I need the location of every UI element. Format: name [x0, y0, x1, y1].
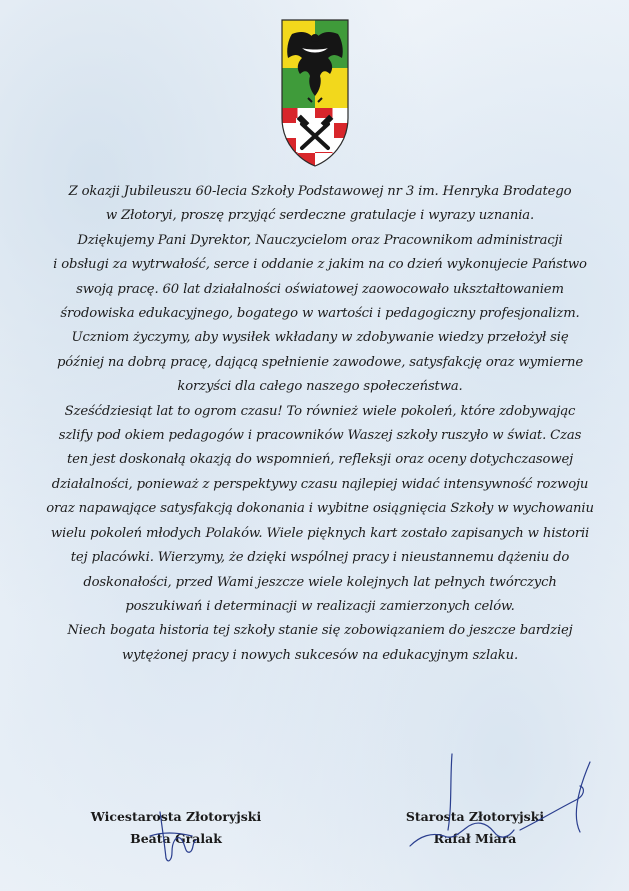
- letter-line: w Złotoryi, proszę przyjąć serdeczne gratulacje i wyrazy uznania.: [105, 208, 535, 224]
- letter-line: działalności, ponieważ z perspektywy czasu najlepiej widać intensywność rozwoju: [51, 476, 589, 492]
- letter-line: tej placówki. Wierzymy, że dzięki wspólnej pracy i nieustannemu dążeniu do: [70, 550, 570, 566]
- letter-line: ten jest doskonałą okazją do wspomnień, refleksji oraz oceny dotychczasowej: [66, 452, 574, 468]
- signature-block-vice-starost: [86, 806, 266, 850]
- letter-line: oraz napawające satysfakcją dokonania i wybitne osiągnięcia Szkoły w wychowaniu: [46, 501, 594, 517]
- right-signature-stroke: [576, 762, 590, 832]
- letter-line: Sześćdziesiąt lat to ogrom czasu! To również wiele pokoleń, które zdobywając: [64, 403, 576, 419]
- letter-line: korzyści dla całego naszego społeczeństwa.: [177, 379, 463, 395]
- crossed-hammers-icon: [296, 115, 334, 152]
- letter-line: Uczniom życzymy, aby wysiłek wkładany w zdobywanie wiedzy przełożył się: [71, 330, 569, 346]
- signature-name: Beata Gralak: [130, 831, 222, 846]
- signature-title: Starosta Złotoryjski: [405, 809, 545, 824]
- signature-block-starost: [390, 806, 560, 850]
- letter-line: środowiska edukacyjnego, bogatego w wartości i pedagogiczny profesjonalizm.: [60, 306, 580, 322]
- letter-line: później na dobrą pracę, dającą spełnienie zawodowe, satysfakcję oraz wymierne: [56, 354, 584, 370]
- letter-line: szlify pod okiem pedagogów i pracowników Waszej szkoły ruszyło w świat. Czas: [58, 428, 582, 444]
- letter-line: Z okazji Jubileuszu 60-lecia Szkoły Podstawowej nr 3 im. Henryka Brodatego: [68, 184, 572, 199]
- letter-line: i obsługi za wytrwałość, serce i oddanie z jakim na co dzień wykonujecie Państwo: [53, 257, 587, 273]
- letter-line: doskonałości, przed Wami jeszcze wiele kolejnych lat pełnych twórczych: [83, 574, 557, 590]
- coat-of-arms-icon: [280, 18, 350, 168]
- signature-name: Rafał Miara: [433, 831, 517, 846]
- letter-body: [40, 180, 600, 668]
- letter-line: swoją pracę. 60 lat działalności oświatowej zaowocowało ukształtowaniem: [76, 281, 564, 297]
- letter-line: Dziękujemy Pani Dyrektor, Nauczycielom oraz Pracownikom administracji: [77, 232, 563, 248]
- letter-line: Niech bogata historia tej szkoły stanie się zobowiązaniem do jeszcze bardziej: [67, 623, 573, 639]
- letter-line: poszukiwań i determinacji w realizacji zamierzonych celów.: [125, 598, 515, 614]
- letter-line: wielu pokoleń młodych Polaków. Wiele pięknych kart zostało zapisanych w historii: [50, 525, 590, 541]
- letter-line: wytężonej pracy i nowych sukcesów na edukacyjnym szlaku.: [121, 647, 518, 663]
- signature-title: Wicestarosta Złotoryjski: [90, 809, 262, 824]
